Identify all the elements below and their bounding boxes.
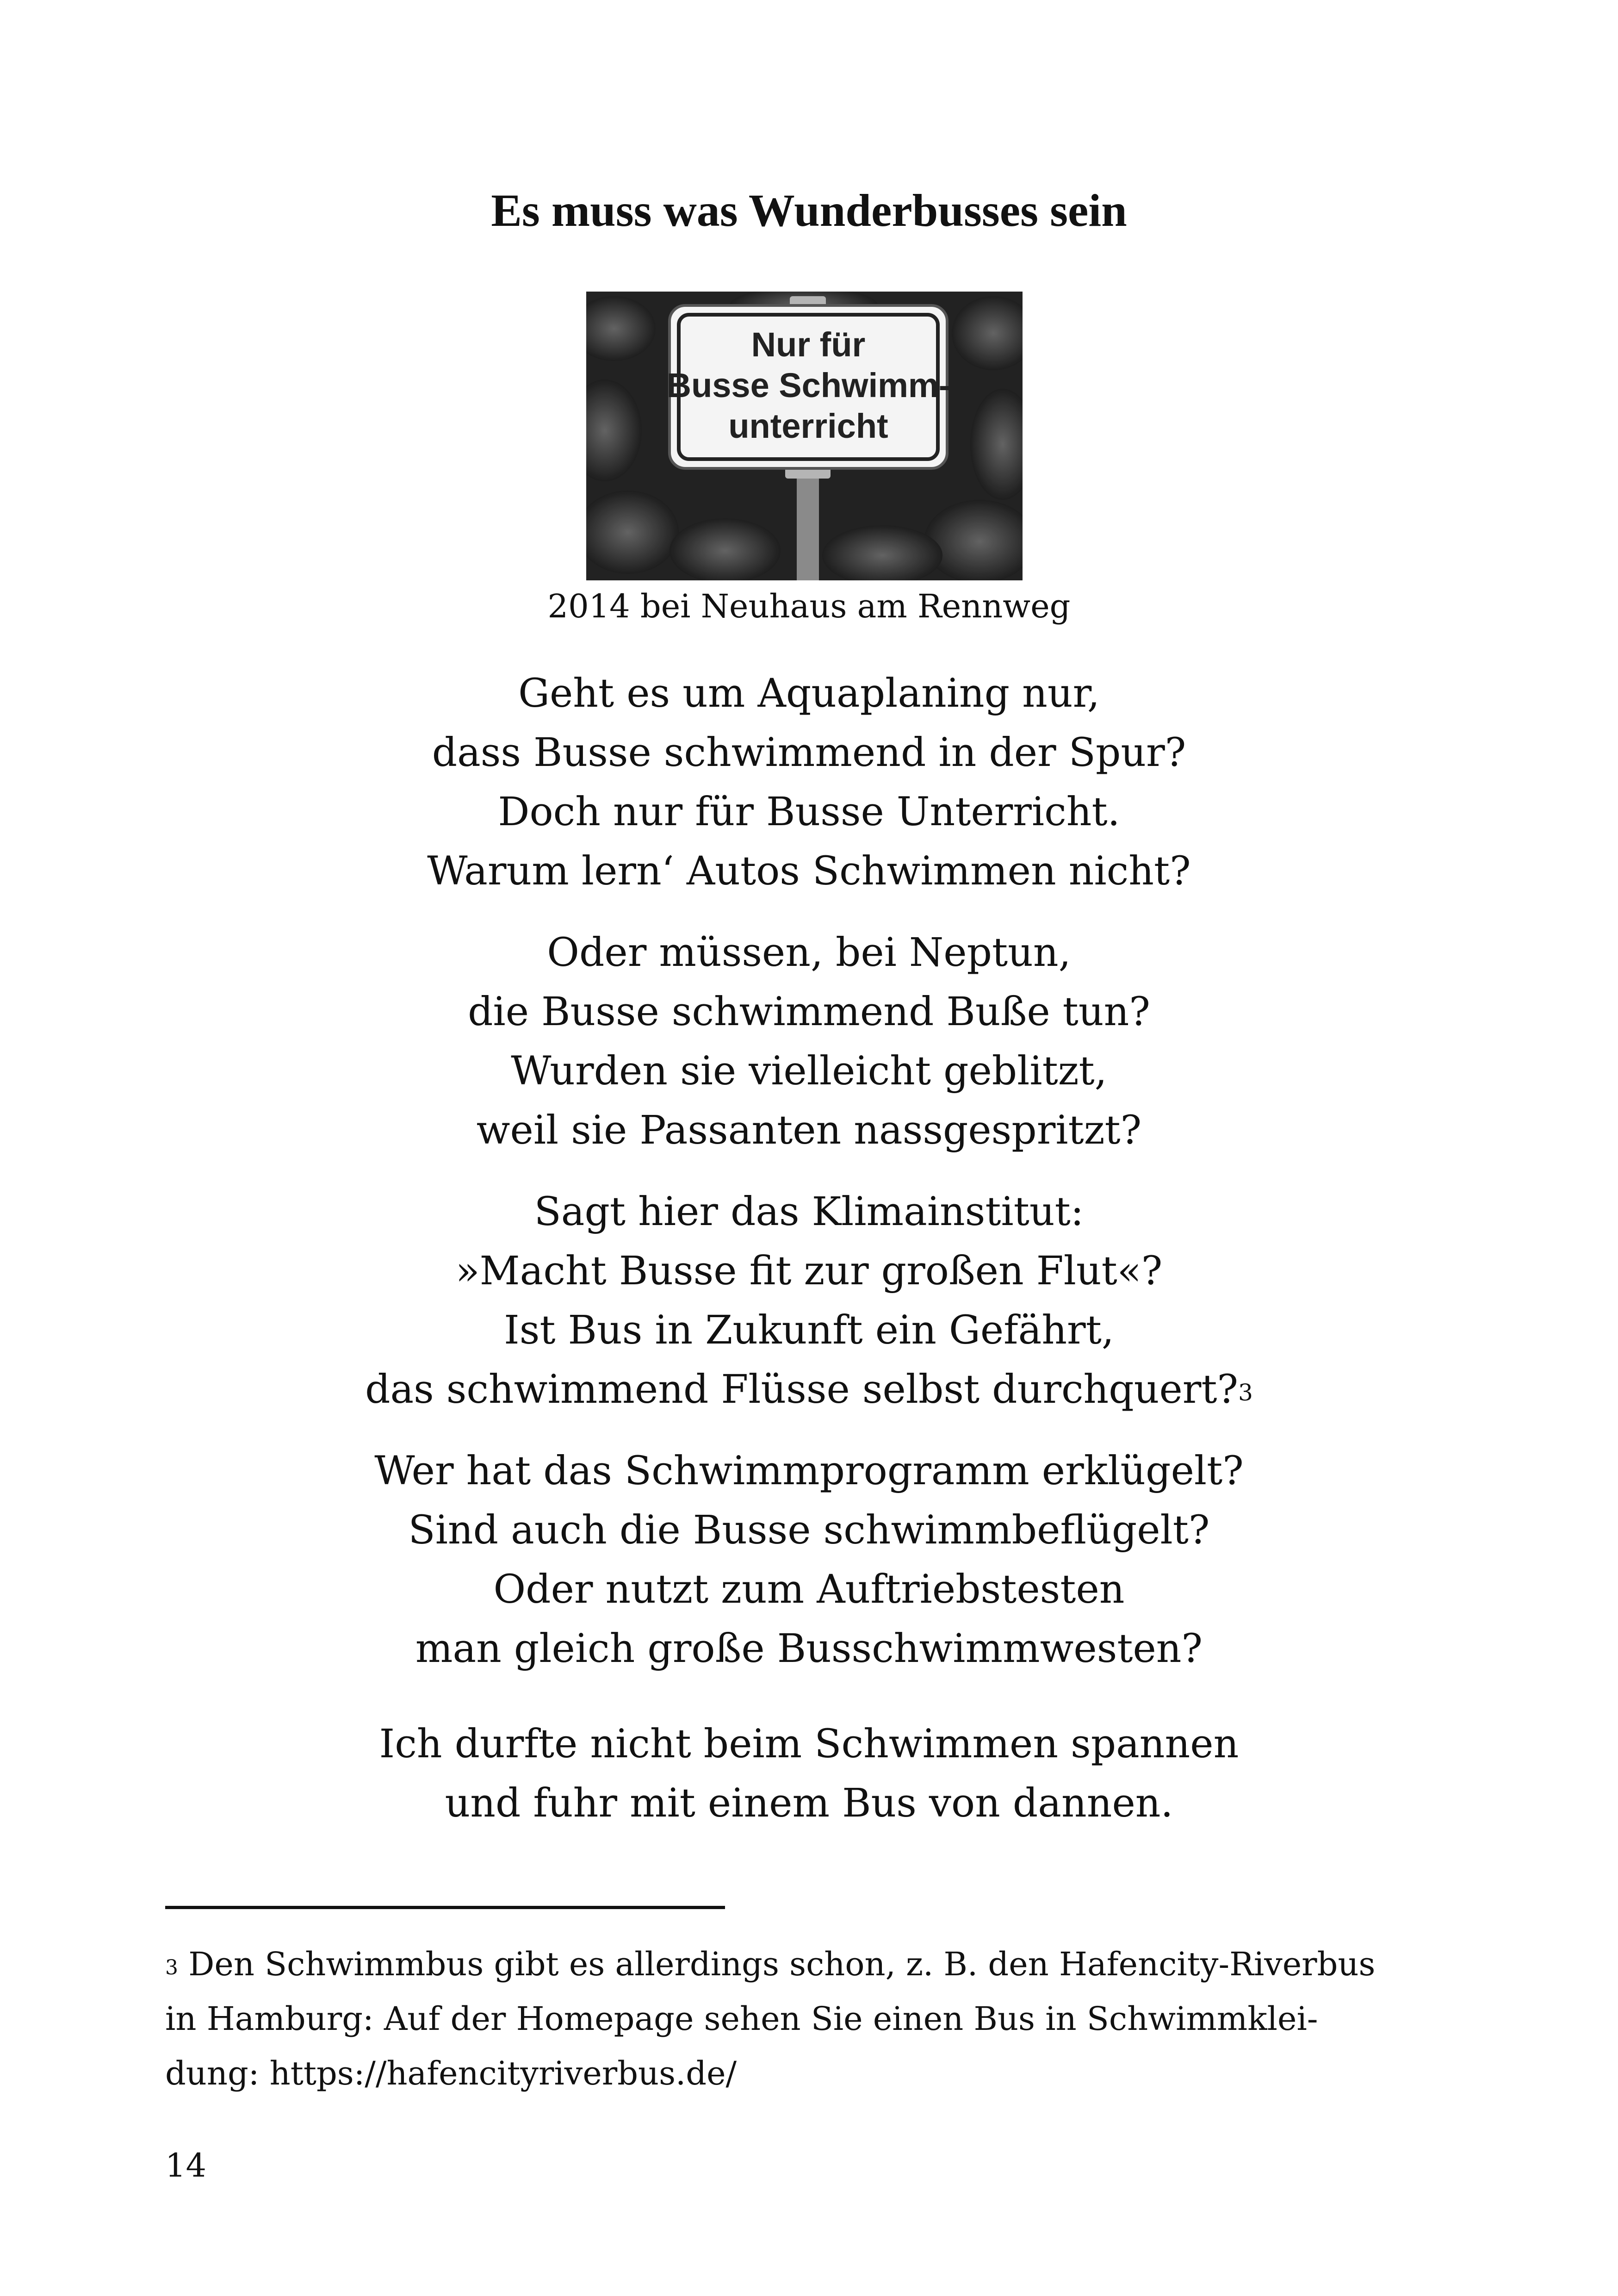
footnote: [165, 1937, 1461, 2101]
verse-line: Ich durfte nicht beim Schwimmen spannen: [379, 1721, 1239, 1767]
verse-line: »Macht Busse fit zur großen Flut«?: [455, 1248, 1163, 1294]
verse-line: Wurden sie vielleicht geblitzt,: [511, 1048, 1107, 1094]
verse-line: man gleich große Busschwimmwesten?: [415, 1626, 1203, 1672]
footnote-text-line2: in Hamburg: Auf der Homepage sehen Sie einen Bus in Schwimmklei-: [165, 2000, 1318, 2038]
verse-line: Warum lern‘ Autos Schwimmen nicht?: [427, 848, 1191, 894]
footnote-text-line3[interactable]: dung: https://hafencityriverbus.de/: [165, 2054, 737, 2092]
verse-line: dass Busse schwimmend in der Spur?: [432, 730, 1186, 776]
verse-line: Doch nur für Busse Unterricht.: [498, 789, 1120, 835]
verse-line: Wer hat das Schwimmprogramm erklügelt?: [374, 1448, 1244, 1494]
verse-line-with-footnote: [0, 1360, 1618, 1419]
sign-text-line3: unterricht: [728, 407, 888, 445]
verse-line: Geht es um Aquaplaning nur,: [518, 671, 1100, 716]
photo-sign: [586, 292, 1023, 580]
verse-line: weil sie Passanten nassgespritzt?: [476, 1108, 1142, 1153]
sign-text-line1: Nur für: [751, 325, 866, 364]
sign-text-line2: Busse Schwimm-: [666, 366, 950, 404]
stanza-2: [0, 923, 1618, 1160]
stanza-3: [0, 1182, 1618, 1419]
verse-line: Oder nutzt zum Auftriebstesten: [493, 1567, 1125, 1612]
verse-text: das schwimmend Flüsse selbst durchquert?: [365, 1367, 1239, 1412]
stanza-5: [0, 1715, 1618, 1833]
sign-pole: [797, 467, 819, 580]
footnote-marker: 3: [165, 1956, 178, 1979]
page-number: 14: [165, 2147, 207, 2184]
verse-line: und fuhr mit einem Bus von dannen.: [445, 1780, 1173, 1826]
verse-line: Sagt hier das Klimainstitut:: [534, 1189, 1084, 1235]
verse-line: Sind auch die Busse schwimmbeflügelt?: [408, 1507, 1210, 1553]
verse-line: Oder müssen, bei Neptun,: [547, 930, 1071, 976]
poem-title: Es muss was Wunderbusses sein: [491, 185, 1127, 236]
verse-line: Ist Bus in Zukunft ein Gefährt,: [504, 1307, 1114, 1353]
footnote-text-line1: Den Schwimmbus gibt es allerdings schon, z. B. den Hafencity-Riverbus: [188, 1945, 1376, 1983]
stanza-4: [0, 1442, 1618, 1679]
footnote-divider: [165, 1906, 725, 1909]
photo-caption: 2014 bei Neuhaus am Rennweg: [547, 587, 1071, 625]
stanza-1: [0, 664, 1618, 901]
footnote-reference[interactable]: 3: [1238, 1379, 1253, 1406]
verse-line: die Busse schwimmend Buße tun?: [468, 989, 1150, 1035]
